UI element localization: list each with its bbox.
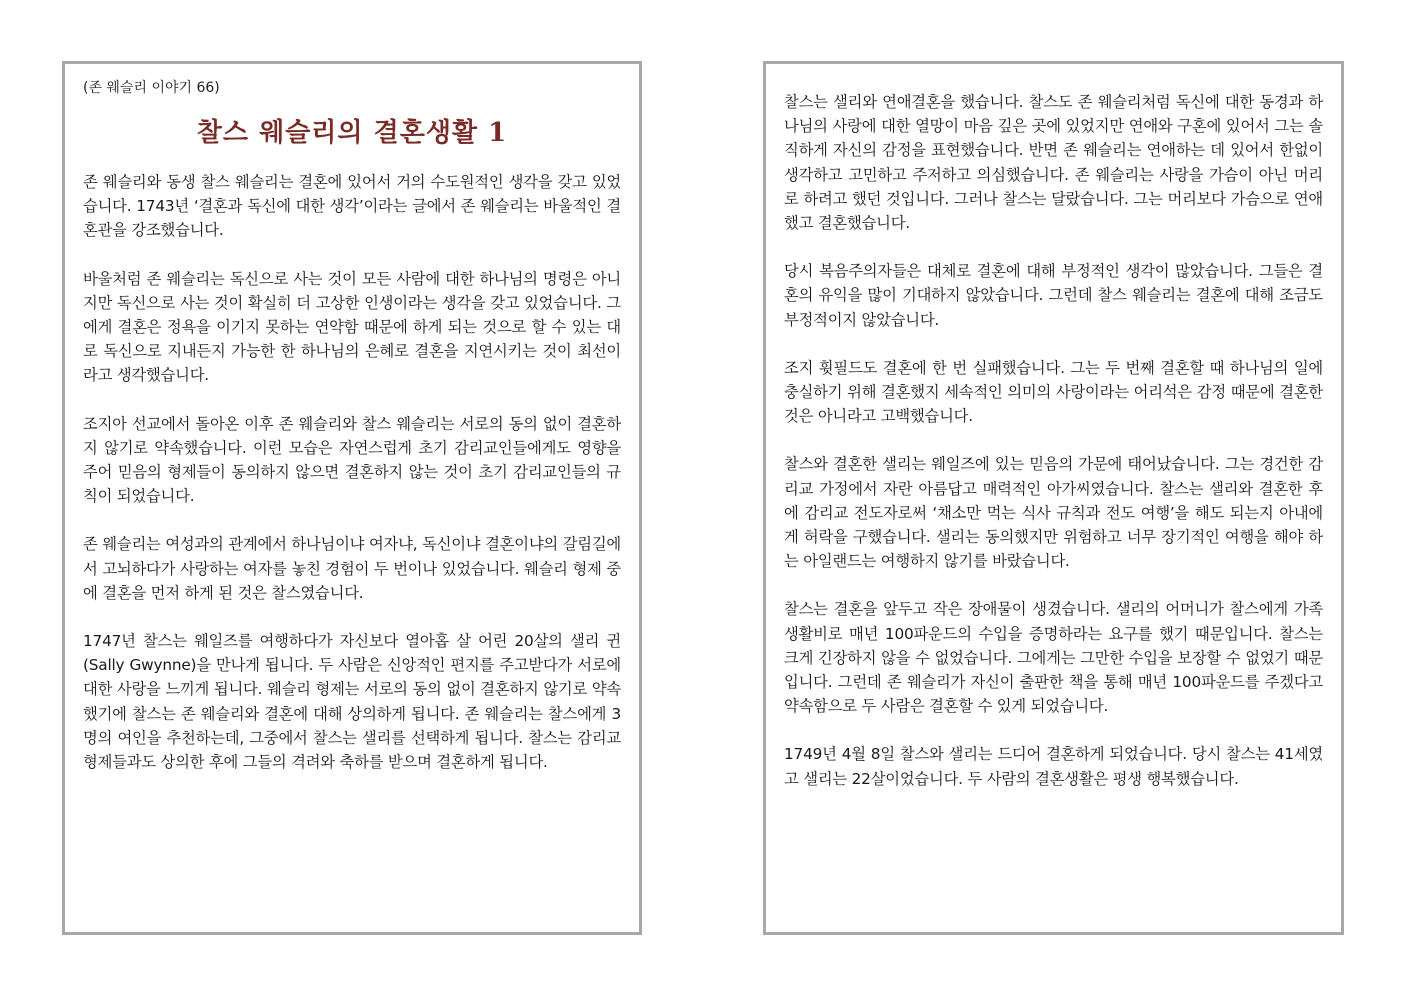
right-paragraph-5: 찰스는 결혼을 앞두고 작은 장애물이 생겼습니다. 샐리의 어머니가 찰스에게 가족 생활비로 매년 100파운드의 수입을 증명하라는 요구를 했기 때문입니다. 찰스는 크게 긴장하지 않을 수 없었습니다. 그에게는 그만한 수입을 보장할 수 없었기 때문입니다. 그런데 존 웨슬리가 자신이 출판한 책을 통해 매년 100파운드를 주겠다고 약속함으로 두 사람은 결혼할 수 있게 되었습니다. <box>784 600 1323 716</box>
right-paragraph-1: 찰스는 샐리와 연애결혼을 했습니다. 찰스도 존 웨슬리처럼 독신에 대한 동경과 하나님의 사랑에 대한 열망이 마음 깊은 곳에 있었지만 연애와 구혼에 있어서 그는 솔직하게 자신의 감정을 표현했습니다. 반면 존 웨슬리는 연애하는 데 있어서 한없이 생각하고 고민하고 주저하고 의심했습니다. 존 웨슬리는 사랑을 가슴이 아닌 머리로 하려고 했던 것입니다. 그러나 찰스는 달랐습니다. 그는 머리보다 가슴으로 연애했고 결혼했습니다. <box>784 93 1323 233</box>
series-label: (존 웨슬리 이야기 66) <box>83 80 220 96</box>
right-paragraph-3: 조지 휫필드도 결혼에 한 번 실패했습니다. 그는 두 번째 결혼할 때 하나님의 일에 충실하기 위해 결혼했지 세속적인 의미의 사랑이라는 어리석은 감정 때문에 결혼한 것은 아니라고 고백했습니다. <box>784 358 1323 426</box>
left-paragraph-3: 조지아 선교에서 돌아온 이후 존 웨슬리와 찰스 웨슬리는 서로의 동의 없이 결혼하지 않기로 약속했습니다. 이런 모습은 자연스럽게 초기 감리교인들에게도 영향을 주어 믿음의 형제들이 동의하지 않으면 결혼하지 않는 것이 초기 감리교인들의 규칙이 되었습니다. <box>83 414 621 506</box>
right-page <box>763 61 1344 935</box>
left-page <box>62 61 642 935</box>
page-title: 찰스 웨슬리의 결혼생활 1 <box>196 118 508 148</box>
right-paragraph-6: 1749년 4월 8일 찰스와 샐리는 드디어 결혼하게 되었습니다. 당시 찰스는 41세였고 샐리는 22살이었습니다. 두 사람의 결혼생활은 평생 행복했습니다. <box>784 745 1323 788</box>
left-paragraph-1: 존 웨슬리와 동생 찰스 웨슬리는 결혼에 있어서 거의 수도원적인 생각을 갖고 있었습니다. 1743년 ‘결혼과 독신에 대한 생각’이라는 글에서 존 웨슬리는 바울적인 결혼관을 강조했습니다. <box>83 173 621 240</box>
left-paragraph-4: 존 웨슬리는 여성과의 관계에서 하나님이냐 여자냐, 독신이냐 결혼이냐의 갈림길에서 고뇌하다가 사랑하는 여자를 놓친 경험이 두 번이나 있었습니다. 웨슬리 형제 중에 결혼을 먼저 하게 된 것은 찰스였습니다. <box>83 535 621 602</box>
right-paragraph-2: 당시 복음주의자들은 대체로 결혼에 대해 부정적인 생각이 많았습니다. 그들은 결혼의 유익을 많이 기대하지 않았습니다. 그런데 찰스 웨슬리는 결혼에 대해 조금도 부정적이지 않았습니다. <box>784 262 1323 329</box>
left-paragraph-2: 바울처럼 존 웨슬리는 독신으로 사는 것이 모든 사람에 대한 하나님의 명령은 아니지만 독신으로 사는 것이 확실히 더 고상한 인생이라는 생각을 갖고 있었습니다. 그에게 결혼은 정욕을 이기지 못하는 연약함 때문에 하게 되는 것으로 할 수 있는 대로 독신으로 지내든지 가능한 한 하나님의 은혜로 결혼을 지연시키는 것이 최선이라고 생각했습니다. <box>83 269 621 385</box>
right-paragraph-4: 찰스와 결혼한 샐리는 웨일즈에 있는 믿음의 가문에 태어났습니다. 그는 경건한 감리교 가정에서 자란 아름답고 매력적인 아가씨였습니다. 찰스는 샐리와 결혼한 후에 감리교 전도자로써 ‘채소만 먹는 식사 규칙과 전도 여행’을 해도 되는지 아내에게 허락을 구했습니다. 샐리는 동의했지만 위험하고 너무 장기적인 여행을 해야 하는 아일랜드는 여행하지 않기를 바랐습니다. <box>784 455 1323 571</box>
left-paragraph-5: 1747년 찰스는 웨일즈를 여행하다가 자신보다 열아홉 살 어린 20살의 샐리 귄(Sally Gwynne)을 만나게 됩니다. 두 사람은 신앙적인 편지를 주고받다가 서로에 대한 사랑을 느끼게 됩니다. 웨슬리 형제는 서로의 동의 없이 결혼하지 않기로 약속했기에 찰스는 존 웨슬리와 결혼에 대해 상의하게 됩니다. 존 웨슬리는 찰스에게 3명의 여인을 추천하는데, 그중에서 찰스는 샐리를 선택하게 됩니다. 찰스는 감리교 형제들과도 상의한 후에 그들의 격려와 축하를 받으며 결혼하게 됩니다. <box>83 632 621 772</box>
